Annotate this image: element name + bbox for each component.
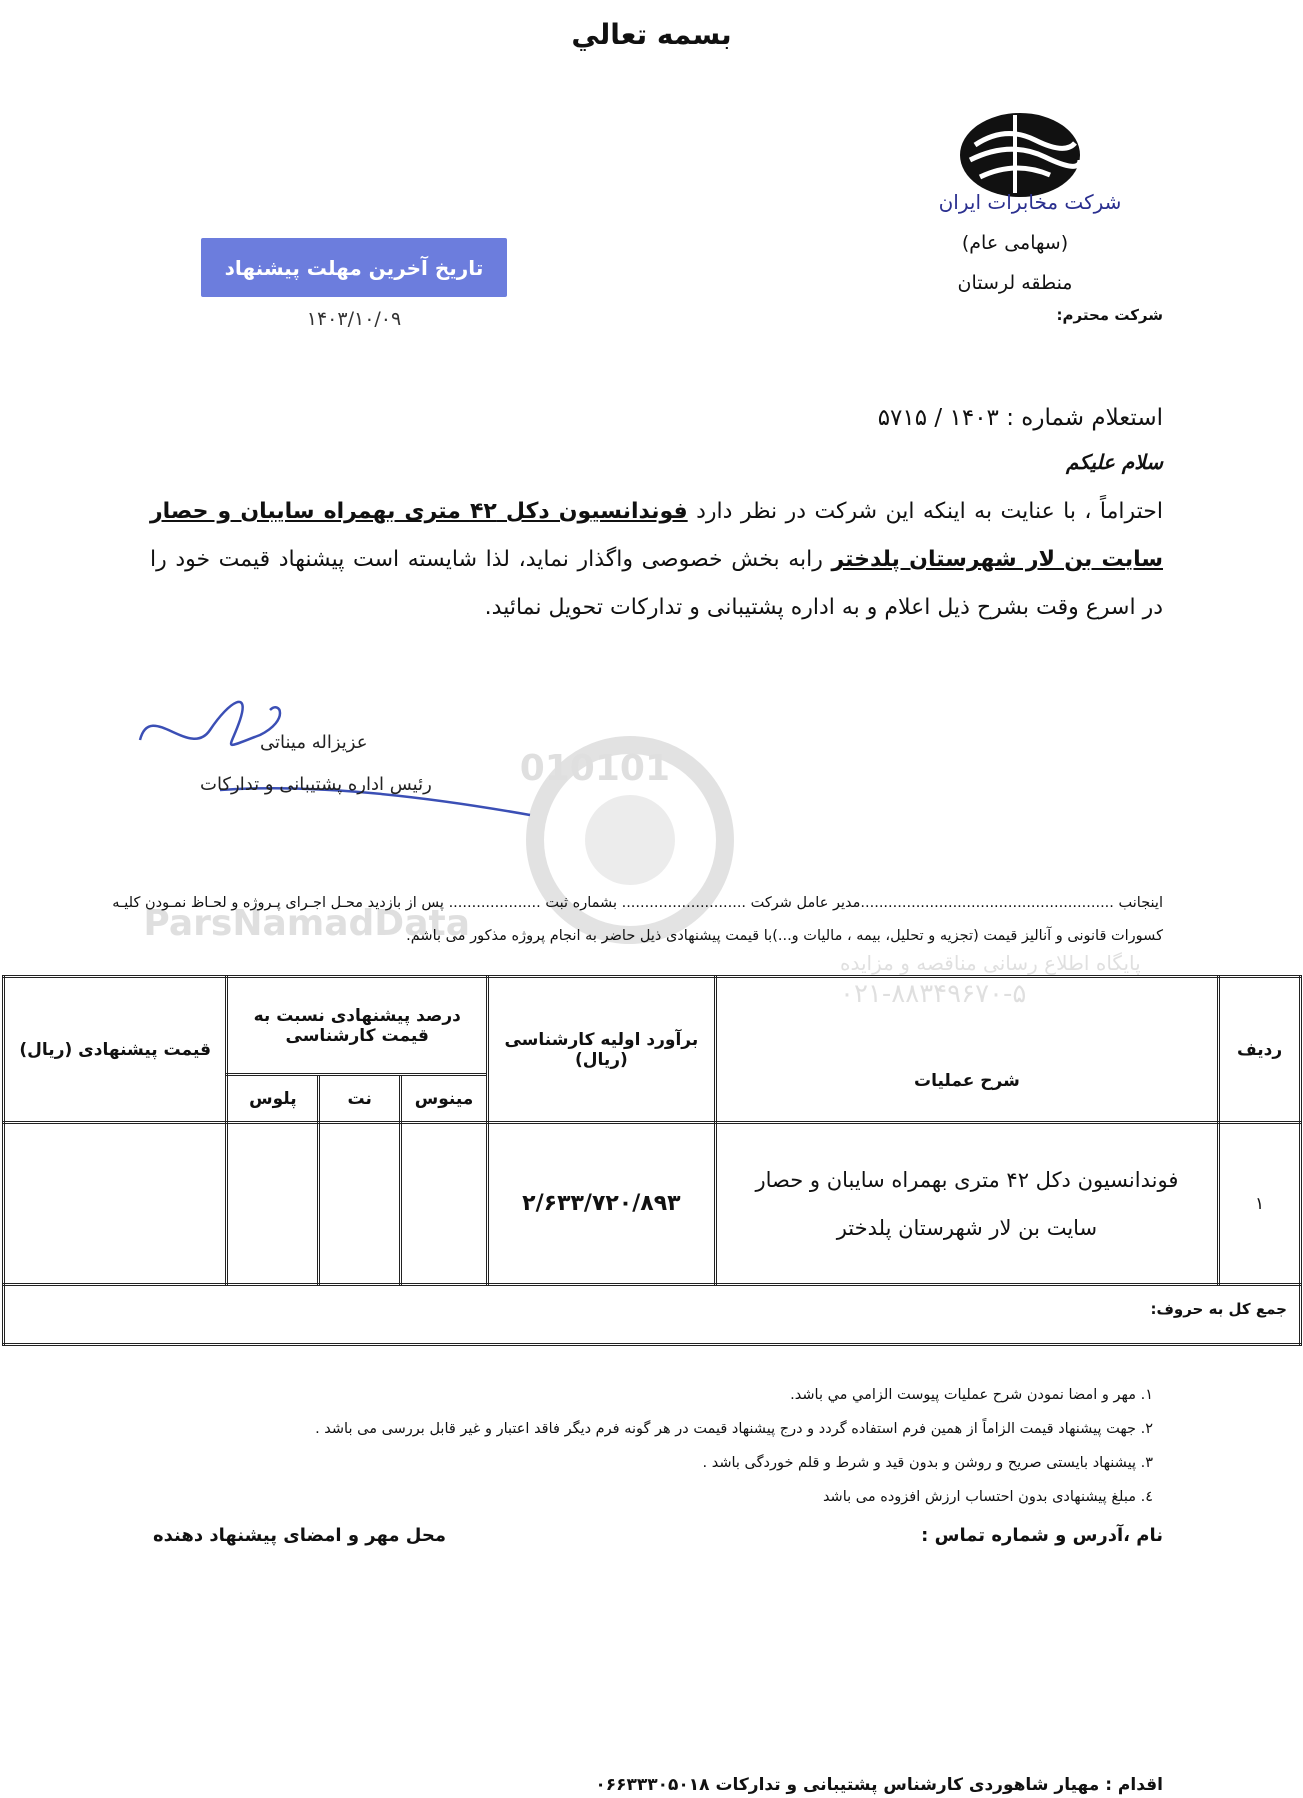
letter-body-part1: احتراماً ، با عنایت به اینکه این شرکت در نظر دارد xyxy=(687,499,1164,524)
note-item: ۱. مهر و امضا نمودن شرح عملیات پیوست الزامي مي باشد. xyxy=(790,1387,1153,1403)
header-description: شرح عملیات xyxy=(715,977,1218,1123)
price-table xyxy=(2,975,1302,1346)
row-estimate: ۲/۶۳۳/۷۲۰/۸۹۳ xyxy=(488,1123,716,1285)
notes-list xyxy=(315,1378,1153,1514)
header-price: قیمت پیشنهادی (ریال) xyxy=(4,977,227,1123)
row-number: ۱ xyxy=(1219,1123,1301,1285)
signer-name: عزیزاله میناتی xyxy=(260,732,368,753)
respected-company-label: شرکت محترم: xyxy=(1056,306,1163,324)
declaration-line-2: کسورات قانونی و آنالیز قیمت (تجزیه و تحلیل، بیمه ، مالیات و...)با قیمت پیشنهادی ذیل حاضر به انجام پروژه مذکور می باشم. xyxy=(406,928,1163,944)
header-estimate: برآورد اولیه کارشناسی (ریال) xyxy=(488,977,716,1123)
inquiry-number: استعلام شماره : ۱۴۰۳ / ۵۷۱۵ xyxy=(877,405,1163,431)
row-plus-cell[interactable] xyxy=(227,1123,319,1285)
stamp-signature-label: محل مهر و امضای پیشنهاد دهنده xyxy=(153,1525,446,1546)
row-net-cell[interactable] xyxy=(319,1123,401,1285)
row-minus-cell[interactable] xyxy=(401,1123,488,1285)
contact-label: نام ،آدرس و شماره تماس : xyxy=(921,1525,1163,1546)
document-title: بسمه تعالي xyxy=(571,18,732,51)
company-type: (سهامی عام) xyxy=(961,232,1069,254)
header-percent: درصد پیشنهادی نسبت به قیمت کارشناسی xyxy=(227,977,488,1075)
header-row-number: ردیف xyxy=(1219,977,1301,1123)
header-plus: پلوس xyxy=(227,1075,319,1123)
letter-body-part2: رابه بخش خصوصی واگذار نماید، لذا شایسته است پیشنهاد قیمت خود را در اسرع وقت بشرح ذیل اعلام و به اداره پشتیبانی و تدارکات تحویل نمائید. xyxy=(150,547,1163,620)
company-region: منطقه لرستان xyxy=(957,272,1073,294)
deadline-date: ۱۴۰۳/۱۰/۰۹ xyxy=(306,308,402,330)
company-logo xyxy=(955,105,1085,200)
table-row xyxy=(4,1123,1301,1285)
note-item: ٤. مبلغ پیشنهادی بدون احتساب ارزش افزوده می باشد xyxy=(822,1489,1153,1505)
action-officer: اقدام : مهیار شاهوردی کارشناس پشتیبانی و تدارکات ۰۶۶۳۳۳۰۵۰۱۸ xyxy=(595,1775,1163,1795)
total-in-words[interactable]: جمع کل به حروف: xyxy=(4,1285,1301,1345)
deadline-label: تاريخ آخرين مهلت پيشنهاد xyxy=(201,238,507,297)
header-minus: مینوس xyxy=(401,1075,488,1123)
row-price-cell[interactable] xyxy=(4,1123,227,1285)
note-item: ۲. جهت پیشنهاد قیمت الزاماً از همین فرم استفاده گردد و درج پیشنهاد قیمت در هر گونه فرم دیگر فاقد اعتبار و غیر قابل بررسی می باشد . xyxy=(315,1421,1153,1437)
letter-body xyxy=(150,488,1163,632)
signer-title: رئیس اداره پشتیبانی و تدارکات xyxy=(200,774,432,795)
watermark-digits: 010101 xyxy=(519,748,670,789)
watermark-subtitle: پایگاه اطلاع رسانی مناقصه و مزایده xyxy=(840,951,1141,975)
project-title: فوندانسیون دکل ۴۲ متری بهمراه سایبان و حصار سایت بن لار شهرستان پلدختر xyxy=(150,499,1163,572)
note-item: ۳. پیشنهاد بایستی صریح و روشن و بدون قید و شرط و قلم خوردگی باشد . xyxy=(702,1455,1153,1471)
watermark-phone: ۰۲۱-۸۸۳۴۹۶۷۰-۵ xyxy=(840,979,1027,1009)
watermark-brand: ParsNamadData xyxy=(143,903,470,944)
greeting: سلام علیکم xyxy=(1066,450,1163,474)
declaration-line-1: اینجانب .......................................................مدیر عامل شرکت ........................... بشماره ثبت .................... پس از بازدید محـل اجـرای پـروژه و لحـاظ نمـودن کلیـه xyxy=(112,895,1163,911)
header-net: نت xyxy=(319,1075,401,1123)
company-name: شرکت مخابرات ایران xyxy=(938,190,1122,214)
row-description: فوندانسیون دکل ۴۲ متری بهمراه سایبان و حصار سایت بن لار شهرستان پلدختر xyxy=(715,1123,1218,1285)
